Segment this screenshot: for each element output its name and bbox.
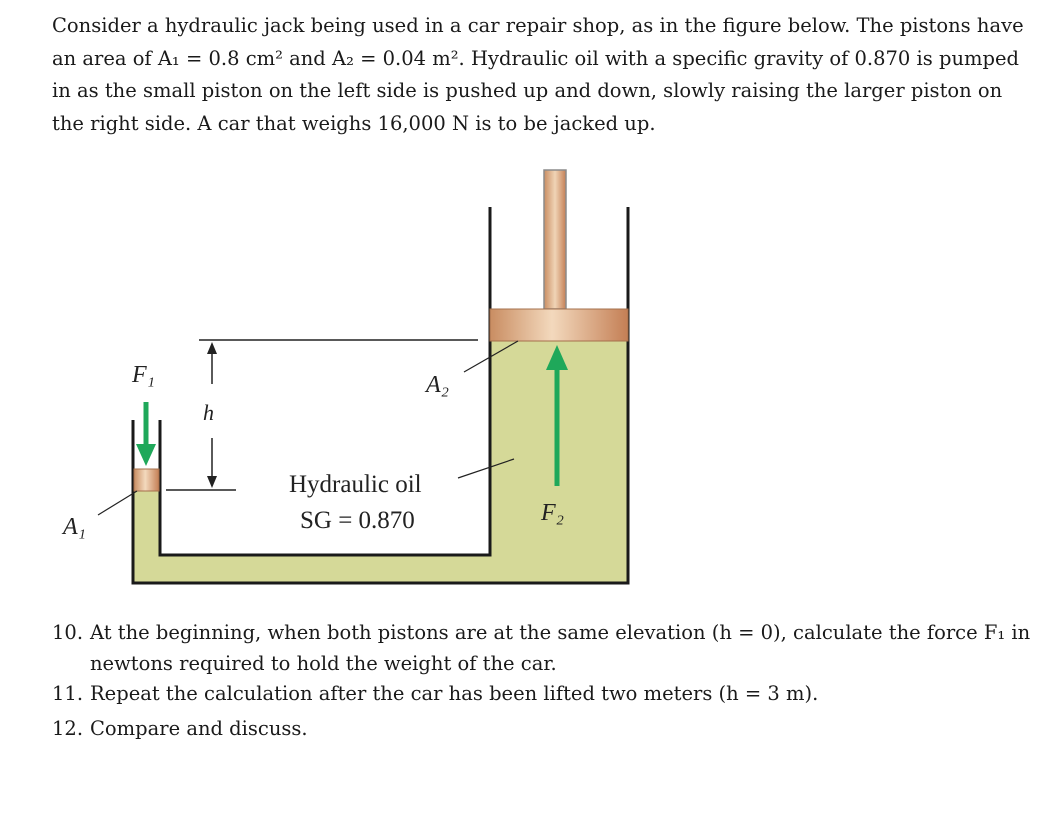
oil-label: Hydraulic oil <box>289 471 422 498</box>
h-dimension-arrowhead <box>207 476 217 488</box>
question-text: newtons required to hold the weight of the car. <box>90 651 557 675</box>
question-list <box>52 618 1030 744</box>
f1-force-arrowhead <box>136 444 156 466</box>
problem-line: Consider a hydraulic jack being used in a car repair shop, as in the figure below. The pistons have <box>52 14 1024 37</box>
question-item <box>52 679 1030 710</box>
a1-label: A₁ <box>63 514 87 540</box>
question-item <box>52 714 1030 745</box>
problem-line: the right side. A car that weighs 16,000 N is to be jacked up. <box>52 111 656 135</box>
hydraulic-jack-figure <box>52 160 652 604</box>
question-text: Repeat the calculation after the car has been lifted two meters (h = 3 m). <box>90 682 819 705</box>
problem-line: an area of A₁ = 0.8 cm² and A₂ = 0.04 m². Hydraulic oil with a specific gravity of 0.870 is pumped <box>52 46 1020 70</box>
f1-label: F₁ <box>132 362 156 388</box>
large-piston <box>490 309 628 341</box>
h-dimension-arrowhead <box>207 342 217 354</box>
question-number: 10. <box>52 621 84 644</box>
sg-label: SG = 0.870 <box>300 507 415 534</box>
question-number: 12. <box>52 716 84 740</box>
piston-rod <box>544 170 566 309</box>
a2-label: A₂ <box>426 372 450 398</box>
problem-line: in as the small piston on the left side is pushed up and down, slowly raising the larger piston on <box>52 79 1003 102</box>
problem-statement <box>52 10 1042 140</box>
hydraulic-oil-fill <box>133 341 628 583</box>
question-item <box>52 618 1030 679</box>
small-piston <box>134 469 159 491</box>
hydraulic-jack-diagram <box>52 160 652 600</box>
question-text: At the beginning, when both pistons are at the same elevation (h = 0), calculate the force F₁ in <box>90 621 1031 644</box>
question-text: Compare and discuss. <box>90 716 308 740</box>
question-number: 11. <box>52 682 84 705</box>
h-label: h <box>203 400 214 425</box>
f2-label: F₂ <box>541 500 565 526</box>
leader-line <box>98 491 137 515</box>
